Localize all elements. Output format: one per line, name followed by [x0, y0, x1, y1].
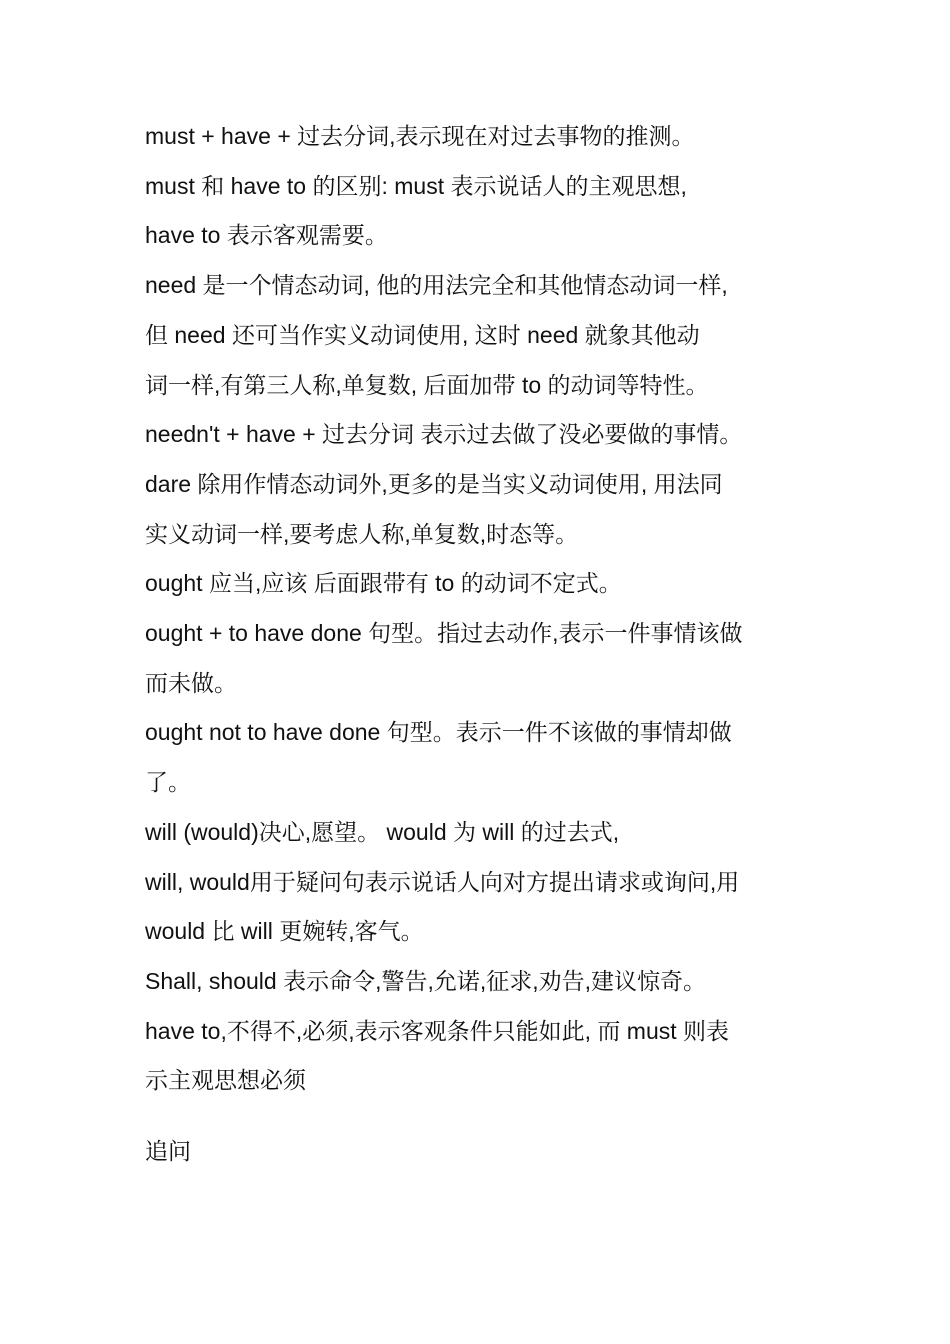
followup-label: 追问	[145, 1138, 191, 1164]
text-line: 词一样,有第三人称,单复数, 后面加带 to 的动词等特性。	[145, 371, 709, 398]
text-line: 示主观思想必须	[145, 1067, 306, 1094]
text-line: needn't + have + 过去分词 表示过去做了没必要做的事情。	[145, 421, 743, 448]
text-line: would 比 will 更婉转,客气。	[145, 918, 424, 945]
text-line: Shall, should 表示命令,警告,允诺,征求,劝告,建议惊奇。	[145, 967, 707, 994]
text-line: ought 应当,应该 后面跟带有 to 的动词不定式。	[145, 570, 622, 597]
text-line: 而未做。	[145, 669, 237, 696]
text-line: have to 表示客观需要。	[145, 222, 388, 249]
text-line: must 和 have to 的区别: must 表示说话人的主观思想,	[145, 172, 687, 199]
text-line: 实义动词一样,要考虑人称,单复数,时态等。	[145, 520, 579, 547]
text-line: must + have + 过去分词,表示现在对过去事物的推测。	[145, 123, 695, 149]
text-line: will (would)决心,愿望。 would 为 will 的过去式,	[145, 818, 620, 845]
text-line: ought not to have done 句型。表示一件不该做的事情却做	[145, 719, 732, 746]
text-line: 但 need 还可当作实义动词使用, 这时 need 就象其他动	[145, 321, 700, 348]
document-body	[145, 112, 825, 1106]
text-line: need 是一个情态动词, 他的用法完全和其他情态动词一样,	[145, 272, 728, 299]
text-line: will, would用于疑问句表示说话人向对方提出请求或询问,用	[145, 868, 740, 895]
text-line: ought + to have done 句型。指过去动作,表示一件事情该做	[145, 620, 743, 647]
text-line: 了。	[145, 769, 191, 796]
text-line: have to,不得不,必须,表示客观条件只能如此, 而 must 则表	[145, 1017, 730, 1044]
text-line: dare 除用作情态动词外,更多的是当实义动词使用, 用法同	[145, 470, 723, 497]
